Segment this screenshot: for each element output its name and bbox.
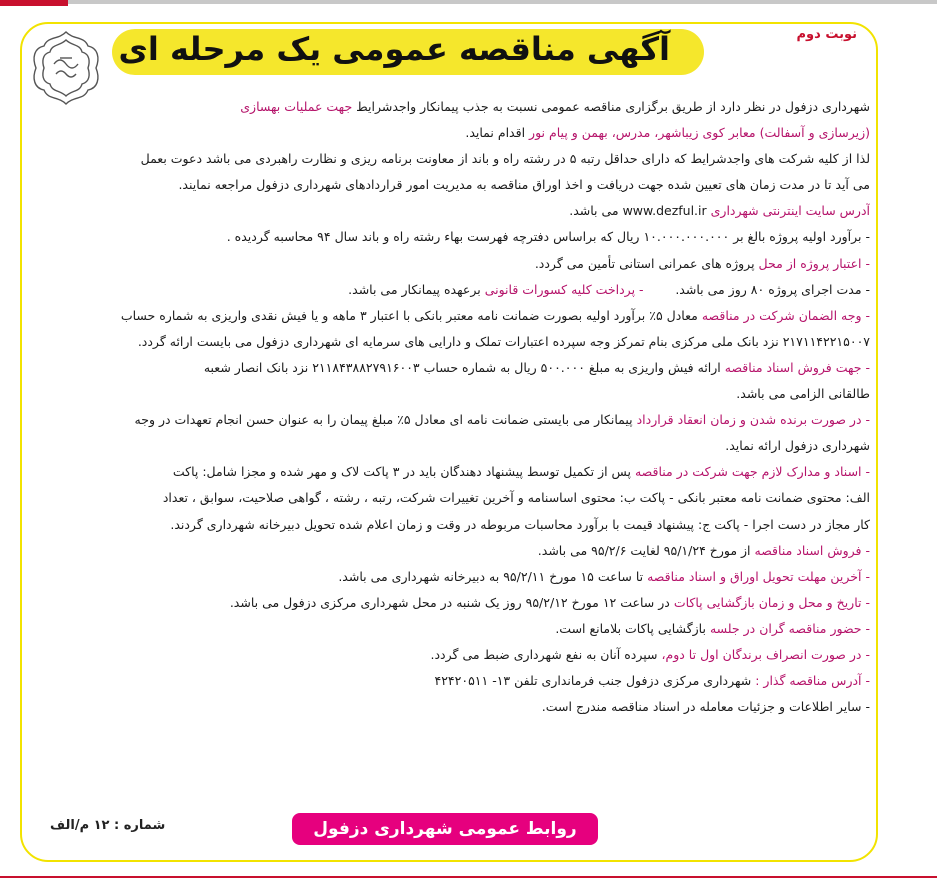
body-text: پیمانکار می بایستی ضمانت نامه ای معادل ۵٪ مبلغ پیمان را به عنوان حسن انجام تعهدات در وجه (134, 412, 637, 428)
body-text: شهرداری دزفول در نظر دارد از طریق برگزاری مناقصه عمومی نسبت به جذب پیمانکار واجدشرایط (352, 99, 870, 114)
highlight-text: - در صورت برنده شدن و زمان انعقاد قرارداد (636, 412, 870, 428)
highlight-text: (زیرسازی و آسفالت) معابر کوی زیباشهر، مدرس، بهمن و پیام نور (529, 125, 870, 141)
body-line-17: کار مجاز در دست اجرا - پاکت ج: پیشنهاد قیمت با برآورد محاسبات مربوطه در وقت و زمان اعلام شده تحویل دبیرخانه شهرداری گردند. (170, 516, 870, 532)
top-corner-tag (0, 0, 68, 6)
body-text: سپرده آنان به نفع شهرداری ضبط می گردد. (430, 646, 662, 662)
highlight-text: - تاریخ و محل و زمان بازگشایی پاکات (673, 594, 870, 610)
contract-line (62, 407, 870, 433)
website-line (62, 198, 870, 224)
highlight-text: - در صورت انصراف برندگان اول تا دوم، (661, 646, 870, 662)
duration-line (62, 277, 870, 303)
highlight-text: - فروش اسناد مناقصه (754, 542, 870, 558)
highlight-text: - جهت فروش اسناد مناقصه (724, 359, 870, 375)
address-line (62, 668, 870, 694)
notice-number: شماره : ۱۲ م/الف (50, 818, 166, 833)
sale-dates-line (62, 538, 870, 564)
body-line-1 (62, 94, 870, 120)
other-info-line: - سایر اطلاعات و جزئیات معامله در اسناد مناقصه مندرج است. (541, 699, 870, 715)
documents-line (62, 459, 870, 485)
body-text: اقدام نماید. (465, 125, 530, 141)
body-line-4: می آید تا در مدت زمان های تعیین شده جهت دریافت و اخذ اوراق مناقصه به مدیریت امور قراردادهای شهرداری دزفول مراجعه نمایند. (178, 177, 870, 193)
notice-body (62, 94, 870, 720)
deadline-line (62, 564, 870, 590)
funding-line (62, 251, 870, 277)
highlight-text: - آخرین مهلت تحویل اوراق و اسناد مناقصه (647, 568, 870, 584)
round-label: نوبت دوم (796, 27, 857, 42)
highlight-text: - حضور مناقصه گران در جلسه (709, 620, 870, 636)
estimate-line: - برآورد اولیه پروژه بالغ بر ۱۰.۰۰۰.۰۰۰.۰۰۰ ریال که براساس دفترچه فهرست بهاء رشته راه و باند سال ۹۴ محاسبه گردیده . (226, 229, 870, 245)
highlight-text: - پرداخت کلیه کسورات قانونی (484, 281, 644, 297)
body-text: معادل ۵٪ برآورد اولیه بصورت ضمانت نامه معتبر بانکی با اعتبار ۳ ماهه و یا فیش نقدی واریزی به شماره حساب (120, 307, 702, 323)
document-sale-line (62, 355, 870, 381)
opening-line (62, 590, 870, 616)
body-text: پروژه های عمرانی استانی تأمین می گردد. (534, 255, 759, 271)
body-text: از مورخ ۹۵/۱/۲۴ لغایت ۹۵/۲/۶ می باشد. (537, 542, 755, 558)
highlight-text: - اسناد و مدارک لازم جهت شرکت در مناقصه (634, 464, 870, 480)
body-line-2 (62, 120, 870, 146)
body-text: پس از تکمیل توسط پیشنهاد دهندگان باید در ۳ پاکت لاک و مهر شده و مجزا شامل: پاکت (172, 464, 635, 480)
body-text: بازگشایی پاکات بلامانع است. (555, 620, 710, 636)
page-title: آگهی مناقصه عمومی یک مرحله ای (118, 30, 670, 68)
body-text: در ساعت ۱۲ مورخ ۹۵/۲/۱۲ روز یک شنبه در محل شهرداری مرکزی دزفول می باشد. (229, 594, 674, 610)
publisher-badge: روابط عمومی شهرداری دزفول (292, 813, 598, 845)
attendance-line (62, 616, 870, 642)
body-text: برعهده پیمانکار می باشد. (348, 281, 485, 297)
body-text: شهرداری مرکزی دزفول جنب فرمانداری تلفن ۱۳- ۴۲۴۲۰۵۱۱ (434, 673, 756, 689)
highlight-text: آدرس سایت اینترنتی شهرداری (710, 203, 870, 219)
body-text: تا ساعت ۱۵ مورخ ۹۵/۲/۱۱ به دبیرخانه شهرداری می باشد. (338, 568, 648, 584)
guarantee-line (62, 303, 870, 329)
highlight-text: جهت عملیات بهسازی (240, 99, 353, 114)
body-line-12: طالقانی الزامی می باشد. (736, 386, 870, 402)
highlight-text: - اعتبار پروژه از محل (758, 255, 870, 271)
highlight-text: - آدرس مناقصه گذار : (755, 673, 870, 689)
body-line-14: شهرداری دزفول ارائه نماید. (725, 438, 870, 454)
bottom-border (0, 876, 937, 878)
top-border (0, 0, 937, 4)
withdrawal-line (62, 642, 870, 668)
body-line-3: لذا از کلیه شرکت های واجدشرایط که دارای حداقل رتبه ۵ در رشته راه و باند از معاونت برنامه ریزی و نظارت راهبردی می باشد دعوت بعمل (140, 151, 870, 167)
website-url: www.dezful.ir می باشد. (569, 203, 711, 219)
body-text: - مدت اجرای پروژه ۸۰ روز می باشد. (675, 281, 870, 297)
body-line-10: ۲۱۷۱۱۴۲۲۱۵۰۰۷ نزد بانک ملی مرکزی بنام تمرکز وجه سپرده اعتبارات تملک و دارایی های سرمایه ای شهرداری دزفول می بایست ارائه گردد. (137, 333, 870, 349)
body-line-16: الف: محتوی ضمانت نامه معتبر بانکی - پاکت ب: محتوی اساسنامه و آخرین تغییرات شرکت، رتبه ، رشته ، گواهی صلاحیت، سوابق ، تعداد (162, 490, 870, 506)
highlight-text: - وجه الضمان شرکت در مناقصه (701, 307, 870, 323)
body-text: ارائه فیش واریزی به مبلغ ۵۰۰.۰۰۰ ریال به شماره حساب ۲۱۱۸۴۳۸۸۲۷۹۱۶۰۰۳ نزد بانک انصار شعبه (203, 359, 725, 375)
